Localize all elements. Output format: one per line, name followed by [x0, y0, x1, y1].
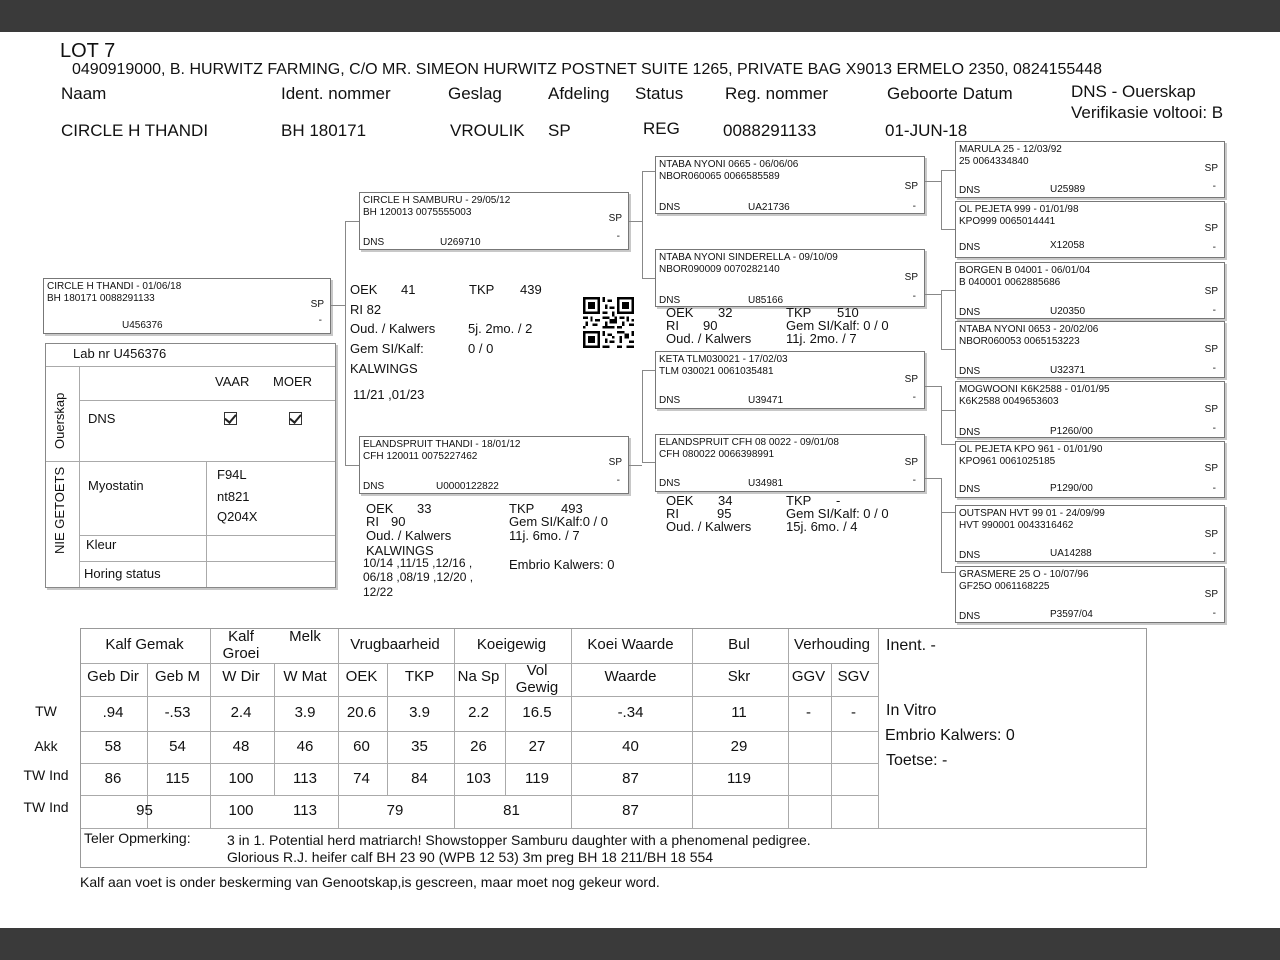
value-cell: - — [806, 704, 811, 721]
value-cell: 87 — [622, 802, 639, 819]
pedigree-dns: DNS — [959, 611, 981, 622]
row-label-twind: TW Ind — [23, 767, 69, 783]
pedigree-code: P3597/04 — [1050, 609, 1093, 620]
label-geslag: Geslag — [448, 84, 502, 103]
value-cell: 81 — [503, 802, 520, 819]
pedigree-ggp-7[interactable] — [955, 505, 1225, 562]
sub-header: SGV — [837, 668, 870, 685]
value-cell: 46 — [296, 738, 314, 755]
pedigree-dam-sire[interactable] — [655, 351, 925, 409]
dam-ri-label: RI — [366, 514, 379, 529]
pedigree-name: NTABA NYONI 0665 - 06/06/06 — [659, 159, 799, 170]
pedigree-code: U20350 — [1050, 306, 1086, 317]
pedigree-ids: BH 180171 0088291133 — [47, 293, 155, 304]
value-cell: 103 — [465, 770, 492, 787]
connector-line — [331, 305, 345, 306]
pedigree-ids: K6K2588 0049653603 — [959, 396, 1059, 407]
animal-geboorte: 01-JUN-18 — [885, 121, 968, 140]
dam-gem: Gem SI/Kalf:0 / 0 — [509, 514, 608, 529]
group-header: Koeigewig — [476, 636, 547, 653]
pedigree-ggp-3[interactable] — [955, 262, 1225, 319]
pedigree-subject[interactable] — [43, 278, 331, 334]
pedigree-ids: NBOR060053 0065153223 — [959, 336, 1080, 347]
sire-kalwings-value: 11/21 ,01/23 — [353, 387, 425, 402]
connector-line — [941, 290, 955, 291]
sire-gem-value: 0 / 0 — [468, 341, 494, 356]
pedigree-sp: SP — [904, 374, 918, 385]
row-label-tw: TW — [35, 703, 57, 719]
teler-opmerking-line2: Glorious R.J. heifer calf BH 23 90 (WPB 12 53) 3m preg BH 18 211/BH 18 554 — [227, 849, 714, 865]
pedigree-name: GRASMERE 25 O - 10/07/96 — [959, 569, 1089, 580]
pedigree-sire-sire[interactable] — [655, 156, 925, 214]
pedigree-ggp-2[interactable] — [955, 201, 1225, 258]
dd-oek-value: 34 — [718, 493, 733, 508]
pedigree-name: CIRCLE H SAMBURU - 29/05/12 — [363, 195, 511, 206]
value-cell: .94 — [102, 704, 124, 721]
footer-note: Kalf aan voet is onder beskerming van Genootskap,is gescreen, maar moet nog gekeur word. — [80, 874, 660, 890]
label-geboorte: Geboorte Datum — [887, 84, 1013, 103]
pedigree-ids: NBOR060065 0066585589 — [659, 171, 780, 182]
pedigree-code: U269710 — [440, 237, 481, 248]
connector-line — [941, 512, 955, 513]
pedigree-code: UA14288 — [1050, 548, 1092, 559]
pedigree-ids: GF25O 0061168225 — [959, 581, 1050, 592]
pedigree-sp: SP — [1204, 589, 1218, 600]
sire-tkp-value: 439 — [520, 282, 542, 297]
myostatin-label: Myostatin — [88, 478, 144, 493]
sire-gem-label: Gem SI/Kalf: — [350, 341, 424, 356]
value-cell: 119 — [727, 770, 751, 787]
sub-header: OEK — [345, 668, 378, 685]
pedigree-dash: - — [616, 475, 620, 486]
sire-oud-value: 5j. 2mo. / 2 — [468, 321, 533, 336]
pedigree-ids: CFH 120011 0075227462 — [363, 451, 478, 462]
sire-oud-label: Oud. / Kalwers — [350, 321, 436, 336]
pedigree-dns: DNS — [959, 550, 981, 561]
value-cell: 2.4 — [230, 704, 252, 721]
group-header: Verhouding — [794, 636, 870, 653]
dam-kalwings-label: KALWINGS — [366, 543, 434, 558]
pedigree-ggp-6[interactable] — [955, 441, 1225, 498]
lot-title: LOT 7 — [60, 40, 116, 62]
animal-naam: CIRCLE H THANDI — [61, 121, 209, 140]
pedigree-sp: SP — [310, 299, 324, 310]
value-cell: 40 — [622, 738, 639, 755]
sd-oek-value: 32 — [718, 305, 733, 320]
animal-ident: BH 180171 — [281, 121, 367, 140]
pedigree-code: U0000122822 — [436, 481, 499, 492]
value-cell: 20.6 — [346, 704, 377, 721]
pedigree-ggp-1[interactable] — [955, 141, 1225, 198]
pedigree-sp: SP — [1204, 163, 1218, 174]
pedigree-dash: - — [1212, 363, 1216, 374]
pedigree-name: MARULA 25 - 12/03/92 — [959, 144, 1062, 155]
value-cell: 29 — [730, 738, 748, 755]
in-vitro-label: In Vitro — [886, 702, 937, 719]
pedigree-dash: - — [1212, 483, 1216, 494]
group-header: Koei Waarde — [587, 636, 674, 653]
pedigree-dns: DNS — [363, 481, 385, 492]
myostatin-f94l: F94L — [217, 467, 247, 482]
connector-line — [642, 370, 655, 371]
pedigree-dash: - — [1212, 423, 1216, 434]
pedigree-sp: SP — [1204, 463, 1218, 474]
pedigree-code: U39471 — [748, 395, 784, 406]
connector-line — [642, 171, 655, 172]
value-cell: 100 — [228, 802, 254, 819]
dam-kalwings-2: 06/18 ,08/19 ,12/20 , — [363, 570, 474, 584]
pedigree-ids: BH 120013 0075555003 — [363, 207, 472, 218]
dd-gem: Gem SI/Kalf: 0 / 0 — [786, 506, 889, 521]
connector-line — [642, 278, 655, 279]
sire-oek-value: 41 — [401, 282, 416, 297]
pedigree-sire[interactable] — [359, 192, 629, 250]
pedigree-ids: KPO999 0065014441 — [959, 216, 1056, 227]
pedigree-name: BORGEN B 04001 - 06/01/04 — [959, 265, 1091, 276]
value-cell: 95 — [136, 802, 153, 819]
value-cell: 86 — [104, 770, 122, 787]
pedigree-ids: HVT 990001 0043316462 — [959, 520, 1074, 531]
pedigree-dash: - — [616, 231, 620, 242]
sub-header: Vol Gewig — [515, 662, 559, 696]
dam-embrio: Embrio Kalwers: 0 — [509, 557, 615, 572]
sub-header: TKP — [404, 668, 435, 685]
connector-line — [941, 444, 955, 445]
pedigree-sp: SP — [1204, 223, 1218, 234]
lab-nr: Lab nr U456376 — [73, 346, 167, 361]
pedigree-code: U85166 — [748, 295, 784, 306]
sire-oek-label: OEK — [350, 282, 378, 297]
pedigree-dns: DNS — [959, 185, 981, 196]
dam-kalwings-1: 10/14 ,11/15 ,12/16 , — [363, 556, 473, 570]
value-cell: 3.9 — [409, 704, 430, 721]
pedigree-dash: - — [1212, 608, 1216, 619]
pedigree-ggp-8[interactable] — [955, 566, 1225, 623]
pedigree-dns: DNS — [959, 307, 981, 318]
nie-getoets-side-label: NIE GETOETS — [52, 466, 67, 554]
connector-line — [345, 221, 346, 465]
label-reg: Reg. nommer — [725, 84, 828, 103]
pedigree-dns: DNS — [363, 237, 385, 248]
moer-checkbox[interactable] — [289, 412, 302, 425]
connector-line — [642, 462, 655, 463]
label-ident: Ident. nommer — [281, 84, 391, 103]
value-cell: 60 — [353, 738, 370, 755]
pedigree-code: U25989 — [1050, 184, 1086, 195]
value-cell: 100 — [228, 770, 254, 787]
pedigree-dash: - — [912, 475, 916, 486]
connector-line — [925, 181, 941, 182]
vaar-checkbox[interactable] — [224, 412, 237, 425]
connector-line — [941, 290, 942, 350]
connector-line — [941, 478, 942, 572]
dd-oek-label: OEK — [666, 493, 694, 508]
pedigree-sp: SP — [1204, 529, 1218, 540]
value-cell: 35 — [411, 738, 428, 755]
pedigree-code: P1290/00 — [1050, 483, 1093, 494]
dam-tkp-label: TKP — [509, 501, 535, 516]
pedigree-ids: KPO961 0061025185 — [959, 456, 1056, 467]
pedigree-dam-dam[interactable] — [655, 434, 925, 492]
pedigree-ids: TLM 030021 0061035481 — [659, 366, 774, 377]
connector-line — [642, 370, 643, 462]
myostatin-nt821: nt821 — [217, 489, 250, 504]
group-header: Kalf Groei — [222, 628, 260, 662]
pedigree-ids: B 040001 0062885686 — [959, 277, 1061, 288]
pedigree-sp: SP — [1204, 344, 1218, 355]
pedigree-dns: DNS — [659, 478, 681, 489]
group-header: Melk — [289, 628, 321, 645]
dam-oek-value: 33 — [417, 501, 432, 516]
pedigree-ids: 25 0064334840 — [959, 156, 1029, 167]
dd-oud-label: Oud. / Kalwers — [666, 519, 752, 534]
pedigree-code: UA21736 — [748, 202, 790, 213]
value-cell: 11 — [731, 704, 747, 721]
pedigree-sp: SP — [904, 272, 918, 283]
pedigree-dash: - — [1212, 305, 1216, 316]
pedigree-dns: DNS — [959, 242, 981, 253]
pedigree-name: OL PEJETA 999 - 01/01/98 — [959, 204, 1079, 215]
pedigree-code: U32371 — [1050, 365, 1086, 376]
pedigree-dns: DNS — [959, 366, 981, 377]
group-header: Kalf Gemak — [105, 636, 184, 653]
pedigree-dns: DNS — [659, 395, 681, 406]
pedigree-name: CIRCLE H THANDI - 01/06/18 — [47, 281, 182, 292]
ouerskap-side-label: Ouerskap — [52, 392, 67, 449]
value-cell: 84 — [411, 770, 428, 787]
pedigree-dash: - — [1212, 181, 1216, 192]
pedigree-dns: DNS — [659, 295, 681, 306]
sub-header: Na Sp — [457, 668, 500, 685]
sd-oek-label: OEK — [666, 305, 694, 320]
dam-ri-value: 90 — [391, 514, 406, 529]
sub-header: Geb M — [154, 668, 200, 685]
sd-ri-label: RI — [666, 318, 679, 333]
value-cell: 74 — [353, 770, 370, 787]
pedigree-dash: - — [1212, 242, 1216, 253]
row-label-akk: Akk — [34, 738, 58, 754]
value-cell: 79 — [386, 802, 404, 819]
sub-header: GGV — [791, 668, 826, 685]
pedigree-code: U34981 — [748, 478, 784, 489]
dam-oud-value: 11j. 6mo. / 7 — [509, 528, 580, 543]
pedigree-name: ELANDSPRUIT CFH 08 0022 - 09/01/08 — [659, 437, 839, 448]
sd-oud-value: 11j. 2mo. / 7 — [786, 331, 857, 346]
value-cell: 16.5 — [522, 704, 552, 721]
connector-line — [345, 221, 359, 222]
dam-kalwings-3: 12/22 — [363, 585, 394, 599]
connector-line — [629, 465, 642, 466]
value-cell: -.53 — [164, 704, 191, 721]
teler-opmerking-line1: 3 in 1. Potential herd matriarch! Showstopper Samburu daughter with a phenomenal pedigree. — [227, 832, 811, 848]
value-cell: 26 — [470, 738, 487, 755]
pedigree-ids: NBOR090009 0070282140 — [659, 264, 780, 275]
pedigree-sp: SP — [904, 181, 918, 192]
sub-header: Skr — [727, 668, 751, 685]
embrio-kalwers-label: Embrio Kalwers: 0 — [885, 727, 1015, 744]
sire-ri: RI 82 — [350, 302, 382, 317]
pedigree-name: OUTSPAN HVT 99 01 - 24/09/99 — [959, 508, 1105, 519]
value-cell: 113 — [293, 770, 317, 787]
pedigree-sp: SP — [608, 457, 622, 468]
pedigree-dns: DNS — [959, 484, 981, 495]
dd-ri-label: RI — [666, 506, 679, 521]
pedigree-dash: - — [912, 392, 916, 403]
pedigree-dam[interactable] — [359, 436, 629, 494]
animal-reg: 0088291133 — [723, 121, 817, 140]
connector-line — [941, 572, 955, 573]
pedigree-code: U456376 — [122, 320, 163, 331]
pedigree-name: ELANDSPRUIT THANDI - 18/01/12 — [363, 439, 521, 450]
value-cell: 87 — [622, 770, 639, 787]
pedigree-sp: SP — [608, 213, 622, 224]
value-cell: 3.9 — [294, 704, 316, 721]
group-header: Vrugbaarheid — [350, 636, 440, 653]
horing-label: Horing status — [84, 566, 161, 581]
dd-oud-value: 15j. 6mo. / 4 — [786, 519, 858, 534]
pedigree-name: KETA TLM030021 - 17/02/03 — [659, 354, 788, 365]
connector-line — [629, 221, 642, 222]
qr-code-icon — [582, 297, 635, 348]
value-cell: 54 — [169, 738, 186, 755]
pedigree-code: X12058 — [1050, 240, 1085, 251]
myostatin-q204x: Q204X — [217, 509, 258, 524]
pedigree-dash: - — [318, 315, 322, 326]
pedigree-name: NTABA NYONI SINDERELLA - 09/10/09 — [659, 252, 838, 263]
sd-oud-label: Oud. / Kalwers — [666, 331, 752, 346]
connector-line — [941, 170, 955, 171]
connector-line — [925, 478, 941, 479]
sd-gem: Gem SI/Kalf: 0 / 0 — [786, 318, 889, 333]
sub-header: Geb Dir — [87, 668, 139, 685]
dd-ri-value: 95 — [717, 506, 732, 521]
pedigree-name: OL PEJETA KPO 961 - 01/01/90 — [959, 444, 1103, 455]
sub-header: W Mat — [283, 668, 327, 685]
pedigree-dns: DNS — [959, 427, 981, 438]
pedigree-dash: - — [1212, 548, 1216, 559]
sub-header: W Dir — [222, 668, 260, 685]
pedigree-sp: SP — [904, 457, 918, 468]
pedigree-code: P1260/00 — [1050, 426, 1093, 437]
label-status: Status — [635, 84, 684, 103]
label-verifikasie: Verifikasie voltooi: B — [1071, 103, 1224, 122]
connector-line — [941, 229, 955, 230]
value-cell: 2.2 — [468, 704, 489, 721]
connector-line — [941, 386, 942, 444]
pedigree-sire-dam[interactable] — [655, 249, 925, 307]
inent-label: Inent. - — [886, 637, 936, 654]
connector-line — [925, 386, 941, 387]
dam-oud-label: Oud. / Kalwers — [366, 528, 452, 543]
dd-tkp-label: TKP — [786, 493, 812, 508]
group-header: Bul — [728, 636, 750, 653]
value-cell: 113 — [293, 802, 317, 819]
value-cell: - — [851, 704, 856, 721]
sd-ri-value: 90 — [703, 318, 718, 333]
sd-tkp-value: 510 — [837, 305, 859, 320]
value-cell: 115 — [165, 770, 190, 787]
vaar-header: VAAR — [215, 374, 250, 389]
pedigree-sp: SP — [1204, 286, 1218, 297]
moer-header: MOER — [273, 374, 312, 389]
label-dns-ouerskap: DNS - Ouerskap — [1071, 82, 1196, 101]
connector-line — [941, 410, 955, 411]
ouerskap-panel — [45, 343, 336, 588]
pedigree-dash: - — [912, 291, 916, 302]
connector-line — [925, 294, 941, 295]
value-cell: 58 — [104, 738, 122, 755]
label-afdeling: Afdeling — [548, 84, 610, 103]
value-cell: 27 — [528, 738, 546, 755]
pedigree-name: MOGWOONI K6K2588 - 01/01/95 — [959, 384, 1110, 395]
connector-line — [642, 171, 643, 279]
toetse-label: Toetse: - — [886, 752, 948, 769]
sire-tkp-label: TKP — [469, 282, 495, 297]
label-naam: Naam — [61, 84, 107, 103]
pedigree-sp: SP — [1204, 404, 1218, 415]
top-bar — [0, 0, 1280, 32]
value-cell: -.34 — [617, 704, 644, 721]
pedigree-ggp-4[interactable] — [955, 321, 1225, 378]
dd-tkp-value: - — [836, 493, 841, 508]
kleur-label: Kleur — [86, 537, 117, 552]
connector-line — [941, 170, 942, 230]
animal-afdeling: SP — [548, 121, 571, 140]
sd-tkp-label: TKP — [786, 305, 812, 320]
value-cell: 119 — [525, 770, 549, 787]
connector-line — [345, 465, 359, 466]
sub-header: Waarde — [604, 668, 657, 685]
animal-geslag: VROULIK — [450, 121, 525, 140]
connector-line — [941, 349, 955, 350]
value-cell: 48 — [232, 738, 250, 755]
pedigree-dns: DNS — [659, 202, 681, 213]
animal-status: REG — [643, 119, 680, 138]
teler-opmerking-label: Teler Opmerking: — [84, 830, 191, 846]
bottom-bar — [0, 928, 1280, 960]
owner-line: 0490919000, B. HURWITZ FARMING, C/O MR. SIMEON HURWITZ POSTNET SUITE 1265, PRIVATE BAG X9013 ERMELO 2350, 0824155448 — [72, 61, 1102, 78]
sire-kalwings-label: KALWINGS — [350, 361, 418, 376]
dns-row-label: DNS — [88, 411, 116, 426]
dam-oek-label: OEK — [366, 501, 394, 516]
dam-tkp-value: 493 — [561, 501, 583, 516]
row-label-twind-combined: TW Ind — [23, 799, 69, 815]
pedigree-name: NTABA NYONI 0653 - 20/02/06 — [959, 324, 1099, 335]
pedigree-ids: CFH 080022 0066398991 — [659, 449, 775, 460]
pedigree-dash: - — [912, 201, 916, 212]
pedigree-ggp-5[interactable] — [955, 381, 1225, 438]
